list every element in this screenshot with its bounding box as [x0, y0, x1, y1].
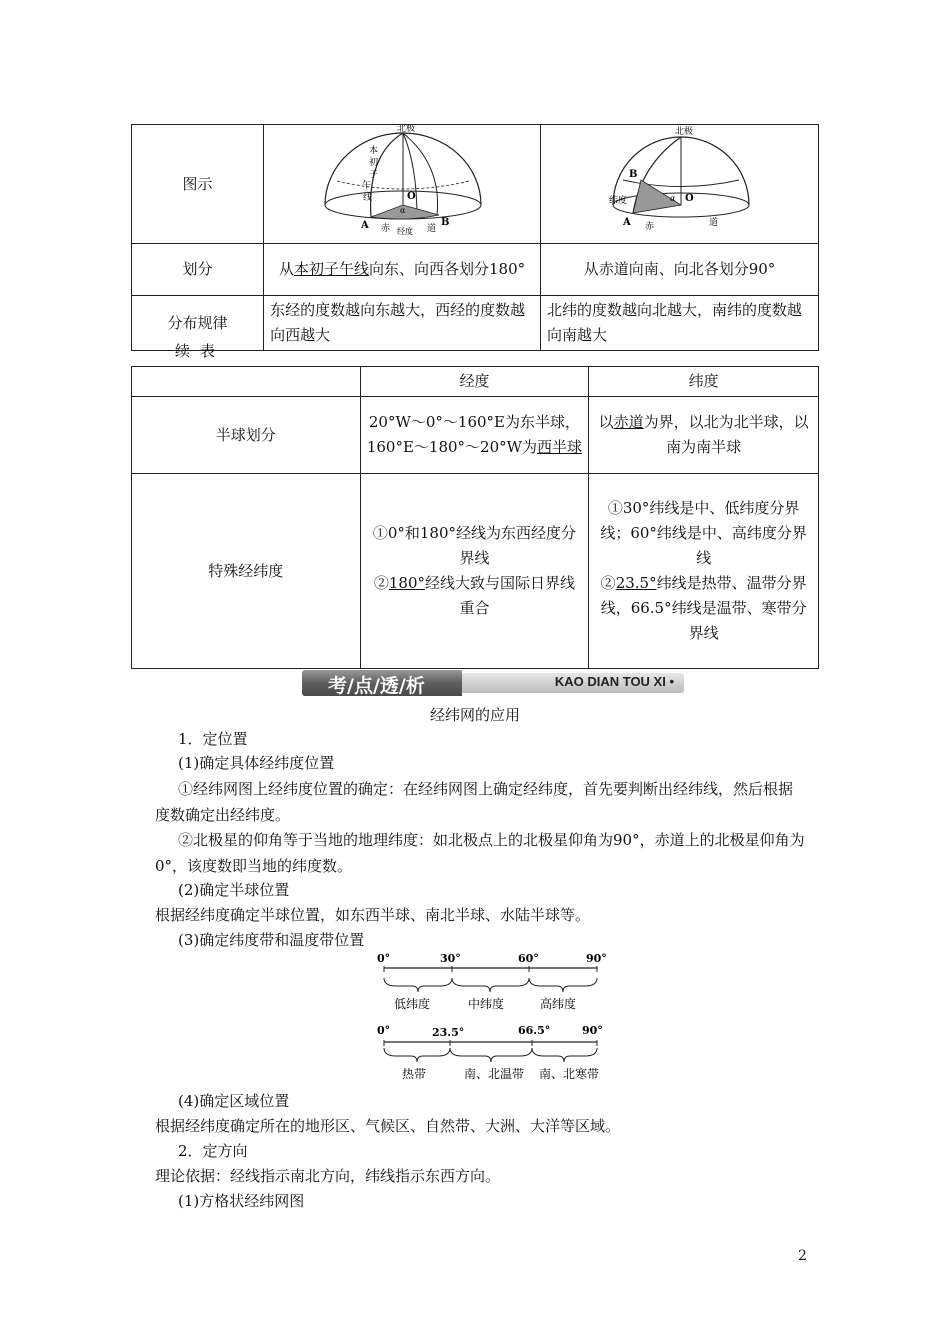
label-b: B [441, 217, 450, 228]
text: ①0°和180°经线为东西经度分界线 [372, 524, 577, 567]
tick-0: 0° [377, 952, 391, 965]
label-a: A [622, 217, 631, 228]
zone-high: 高纬度 [540, 997, 577, 1011]
zone-mid: 中纬度 [468, 997, 505, 1011]
underlined-term: 西半球 [537, 438, 583, 456]
label-alpha: α [400, 206, 406, 215]
label-zi: 子 [369, 170, 379, 180]
tick-90: 90° [586, 952, 607, 965]
label-wu: 午 [362, 181, 372, 191]
pattern-longitude: 东经的度数越向东越大，西经的度数越向西越大 [264, 296, 541, 351]
zone-low: 低纬度 [394, 997, 431, 1011]
label-weidu: 纬度 [608, 196, 627, 206]
header-latitude: 纬度 [589, 367, 819, 397]
underlined-term: 180° [388, 574, 426, 592]
text: 纬线是热带、温带分界线，66.5°纬线是温带、寒带分界线 [600, 574, 807, 642]
section-banner [302, 670, 684, 696]
tick-90: 90° [582, 1024, 603, 1037]
text: ② [600, 574, 616, 592]
paragraph-1: ①经纬网图上经纬度位置的确定：在经纬网图上确定经纬度，首先要判断出经纬线，然后根据度数确定出经纬度。 [155, 780, 794, 824]
paragraph-3: 根据经纬度确定半球位置，如东西半球、南北半球、水陆半球等。 [155, 906, 591, 924]
division-longitude [264, 244, 541, 296]
longitude-hemisphere-diagram [267, 125, 537, 235]
paragraph-4: 根据经纬度确定所在的地形区、气候区、自然带、大洲、大洋等区域。 [155, 1117, 621, 1135]
tick-23-5: 23.5° [432, 1026, 465, 1039]
label-b: B [628, 169, 637, 180]
special-latitude [589, 474, 819, 669]
heading-2: 2．定方向 [178, 1142, 248, 1160]
north-pole-label: 北极 [397, 125, 416, 134]
longitude-figure [264, 125, 541, 244]
lon-lat-table-part1 [131, 124, 819, 351]
tick-0: 0° [377, 1024, 391, 1037]
heading-1-1: (1)确定具体经纬度位置 [178, 754, 335, 772]
text: 以 [598, 413, 614, 431]
heading-2-1: (1)方格状经纬网图 [178, 1192, 305, 1210]
row-label-pattern: 分布规律 [132, 296, 264, 351]
banner-english: KAO DIAN TOU XI • [554, 674, 674, 689]
tick-66-5: 66.5° [518, 1024, 551, 1037]
hemisphere-latitude [589, 397, 819, 474]
text: ①30°纬线是中、低纬度分界线；60°纬线是中、高纬度分界线 [600, 499, 807, 567]
page-number: 2 [798, 1248, 807, 1264]
tick-30: 30° [440, 952, 461, 965]
heading-1: 1．定位置 [178, 730, 248, 748]
label-alpha: α [669, 194, 675, 203]
label-chu: 初 [369, 158, 379, 168]
temperature-zones-diagram [372, 1022, 612, 1084]
label-o: O [684, 193, 694, 204]
underlined-term: 本初子午线 [294, 260, 370, 278]
label-chi: 赤 [381, 224, 391, 234]
pattern-latitude: 北纬的度数越向北越大，南纬的度数越向南越大 [541, 296, 819, 351]
heading-1-2: (2)确定半球位置 [178, 881, 290, 899]
latitude-zones-diagram [372, 950, 612, 1016]
latitude-figure [541, 125, 819, 244]
text: 从 [278, 260, 294, 278]
row-label-special: 特殊经纬度 [132, 474, 361, 669]
label-xian: 线 [363, 193, 373, 203]
header-empty [132, 367, 361, 397]
label-chi: 赤 [644, 222, 654, 232]
lon-lat-table-part2 [131, 366, 819, 669]
heading-1-4: (4)确定区域位置 [178, 1092, 290, 1110]
text: 经线大致与国际日界线重合 [425, 574, 576, 617]
zone-frigid: 南、北寒带 [539, 1067, 600, 1081]
header-longitude: 经度 [360, 367, 589, 397]
label-jingdu: 经度 [397, 227, 414, 235]
label-a: A [361, 220, 369, 231]
banner-title: 考/点/透/析 [328, 675, 425, 697]
text: ② [373, 574, 389, 592]
zone-tropical: 热带 [402, 1067, 427, 1081]
text-line [367, 571, 583, 621]
heading-1-3: (3)确定纬度带和温度带位置 [178, 931, 365, 949]
hemisphere-longitude [360, 397, 589, 474]
underlined-term: 赤道 [613, 413, 644, 431]
tick-60: 60° [518, 952, 539, 965]
label-ben: 本 [369, 146, 379, 156]
continued-table-label: 续表 [175, 342, 226, 360]
label-dao: 道 [427, 224, 437, 234]
row-label-figure: 图示 [132, 125, 264, 244]
text: 20°W～0°～160°E为东半球，160°E～180°～20°W为 [366, 413, 581, 456]
zone-temperate: 南、北温带 [464, 1067, 525, 1081]
row-label-division: 划分 [132, 244, 264, 296]
division-latitude: 从赤道向南、向北各划分90° [541, 244, 819, 296]
latitude-hemisphere-diagram [545, 125, 815, 235]
label-dao: 道 [708, 218, 718, 228]
underlined-term: 23.5° [615, 574, 657, 592]
text-line [595, 571, 812, 646]
special-longitude [360, 474, 589, 669]
section-title: 经纬网的应用 [429, 706, 520, 724]
north-pole-label: 北极 [674, 127, 693, 137]
text: 为界，以北为北半球，以南为南半球 [643, 413, 809, 456]
label-o: O [407, 191, 416, 202]
row-label-hemisphere: 半球划分 [132, 397, 361, 474]
paragraph-2: ②北极星的仰角等于当地的地理纬度：如北极点上的北极星仰角为90°，赤道上的北极星仰角为0°，该度数即当地的纬度数。 [155, 831, 805, 875]
paragraph-5: 理论依据：经线指示南北方向，纬线指示东西方向。 [155, 1167, 501, 1185]
text: 向东、向西各划分180° [369, 260, 526, 278]
